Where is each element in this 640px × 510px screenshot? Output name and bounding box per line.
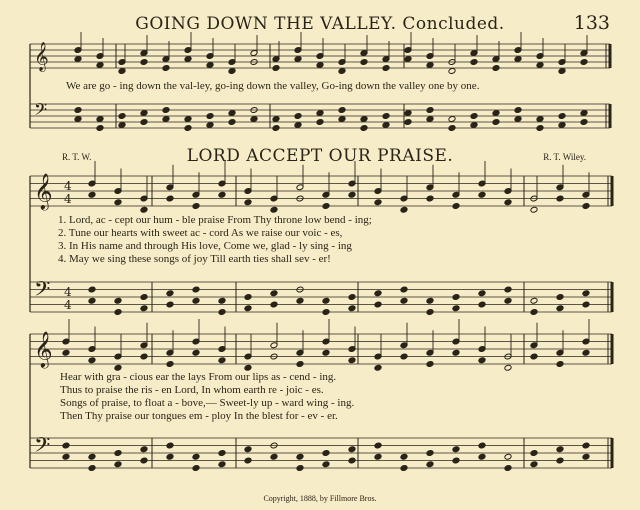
note-head [140,457,148,464]
note-head [118,122,126,129]
note-head [426,62,434,69]
note-head [192,286,200,293]
note-head [296,297,304,304]
note-head [322,461,330,468]
note-head [360,59,368,66]
note-head [348,305,356,312]
note-head [478,290,486,297]
note-head [322,309,330,316]
note-head [530,353,538,360]
note-head [478,357,486,364]
note-head [452,349,460,356]
note-head [88,357,96,364]
note-head [244,446,252,453]
note-head [556,457,564,464]
note-head [270,301,278,308]
note-head [62,349,70,356]
note-head [166,195,174,202]
note-head [582,301,590,308]
note-head [452,294,460,301]
treble-clef: 𝄞 [34,41,49,71]
note-head [162,65,170,72]
note-head [166,301,174,308]
note-head [218,191,226,198]
note-head [382,113,390,120]
note-head [348,357,356,364]
note-head [400,465,408,472]
note-head [556,305,564,312]
page-header-title: GOING DOWN THE VALLEY. Concluded. [135,14,505,34]
note-head [272,116,280,123]
note-head [536,116,544,123]
note-head [162,107,170,114]
note-head [514,56,522,63]
note-head [114,199,122,206]
note-head [338,116,346,123]
verse-line-1a: 1. Lord, ac - cept our hum - ble praise From Thy throne low bend - ing; [58,214,372,226]
verse-line-2a: 2. Tune our hearts with sweet ac - cord As we raise our voic - es, [58,227,343,239]
note-head [294,122,302,129]
note-head [166,442,174,449]
note-head [218,309,226,316]
note-head [228,110,236,117]
note-head [166,453,174,460]
note-head [504,286,512,293]
note-head [478,301,486,308]
note-head [206,113,214,120]
note-head [558,68,566,75]
note-head [88,453,96,460]
note-head [348,191,356,198]
note-head [492,65,500,72]
note-head [580,119,588,126]
note-head [360,125,368,132]
note-head [514,107,522,114]
note-head [96,125,104,132]
note-head [470,113,478,120]
note-head [114,450,122,457]
note-head [118,113,126,120]
copyright-notice: Copyright, 1888, by Fillmore Bros. [263,494,377,503]
note-head [582,442,590,449]
note-head [530,450,538,457]
note-head [322,349,330,356]
note-head [296,361,304,368]
note-head [244,457,252,464]
note-head [88,191,96,198]
note-head [580,110,588,117]
time-signature: 4 [64,192,72,206]
note-head [400,353,408,360]
note-head [448,116,456,123]
note-head [530,206,538,213]
note-head [374,199,382,206]
verse-line-4a: 4. May we sing these songs of joy Till earth ties shall sev - er! [58,253,331,265]
note-head [404,119,412,126]
note-head [96,62,104,69]
note-head [114,297,122,304]
page-number: 133 [573,12,610,34]
note-head [478,191,486,198]
note-head [74,116,82,123]
note-head [374,453,382,460]
note-head [536,125,544,132]
note-head [62,453,70,460]
note-head [492,119,500,126]
note-head [426,461,434,468]
note-head [400,453,408,460]
note-head [166,361,174,368]
note-head [316,62,324,69]
note-head [426,195,434,202]
note-head [470,122,478,129]
note-head [192,465,200,472]
note-head [556,446,564,453]
note-head [270,290,278,297]
note-head [118,68,126,75]
note-head [504,297,512,304]
time-signature: 4 [64,298,72,312]
note-head [582,203,590,210]
note-head [272,125,280,132]
note-head [294,113,302,120]
top-section-lyric: We are go - ing down the val-ley, go-ing down the valley, Go-ing down the valley one by one. [66,80,480,92]
note-head [504,364,512,371]
note-head [294,56,302,63]
note-head [374,442,382,449]
bass-clef: 𝄢 [34,277,51,307]
note-head [338,107,346,114]
note-head [228,68,236,75]
note-head [426,450,434,457]
note-head [478,453,486,460]
time-signature: 4 [64,179,72,193]
note-head [88,297,96,304]
note-head [322,450,330,457]
note-head [140,110,148,117]
note-head [140,119,148,126]
note-head [218,461,226,468]
note-head [448,125,456,132]
note-head [140,59,148,66]
note-head [270,206,278,213]
note-head [140,294,148,301]
note-head [184,56,192,63]
verse-line-2b: Thus to praise the ris - en Lord, In whom earth re - joic - es. [60,384,324,396]
note-head [452,305,460,312]
lyricist-credit: R. T. W. [62,152,92,162]
note-head [504,453,512,460]
note-head [218,297,226,304]
note-head [400,286,408,293]
note-head [374,364,382,371]
treble-clef: 𝄞 [34,331,53,368]
note-head [426,297,434,304]
note-head [296,465,304,472]
note-head [218,357,226,364]
note-head [192,453,200,460]
note-head [316,119,324,126]
note-head [206,62,214,69]
note-head [74,107,82,114]
bass-clef: 𝄢 [34,99,48,124]
treble-clef: 𝄞 [34,173,53,210]
note-head [272,65,280,72]
note-head [448,68,456,75]
note-head [88,465,96,472]
note-head [530,297,538,304]
note-head [426,116,434,123]
note-head [426,361,434,368]
note-head [514,116,522,123]
note-head [452,457,460,464]
note-head [382,122,390,129]
note-head [270,453,278,460]
note-head [470,59,478,66]
note-head [360,116,368,123]
time-signature: 4 [64,285,72,299]
note-head [114,309,122,316]
note-head [492,110,500,117]
note-head [74,56,82,63]
note-head [114,364,122,371]
note-head [426,309,434,316]
note-head [582,290,590,297]
note-head [382,65,390,72]
note-head [192,349,200,356]
note-head [140,446,148,453]
note-head [404,110,412,117]
note-head [140,305,148,312]
note-head [244,364,252,371]
note-head [556,361,564,368]
note-head [140,353,148,360]
note-head [400,297,408,304]
note-head [184,125,192,132]
note-head [348,457,356,464]
note-head [478,442,486,449]
note-head [556,195,564,202]
note-head [348,446,356,453]
note-head [504,199,512,206]
verse-line-4b: Then Thy praise our tongues em - ploy In the blest for - ev - er. [60,410,338,422]
note-head [206,122,214,129]
note-head [452,446,460,453]
composer-credit: R. T. Wiley. [543,152,586,162]
note-head [192,297,200,304]
note-head [580,59,588,66]
note-head [504,465,512,472]
note-head [88,286,96,293]
note-head [556,294,564,301]
note-head [166,290,174,297]
note-head [322,297,330,304]
note-head [558,113,566,120]
note-head [250,116,258,123]
note-head [404,56,412,63]
note-head [530,461,538,468]
bass-clef: 𝄢 [34,433,51,463]
note-head [218,450,226,457]
verse-line-3a: 3. In His name and through His love, Come we, glad - ly sing - ing [58,240,352,252]
hymn-title: LORD ACCEPT OUR PRAISE. [186,146,454,166]
note-head [316,110,324,117]
note-head [114,461,122,468]
note-head [348,294,356,301]
note-head [338,68,346,75]
note-head [452,203,460,210]
note-head [582,453,590,460]
note-head [192,203,200,210]
note-head [558,122,566,129]
note-head [244,305,252,312]
note-head [426,107,434,114]
note-head [140,206,148,213]
note-head [400,206,408,213]
note-head [162,116,170,123]
note-head [374,290,382,297]
note-head [184,116,192,123]
verse-line-3b: Songs of praise, to float a - bove,— Sweet-ly up - ward wing - ing. [60,397,355,409]
note-head [296,453,304,460]
note-head [322,203,330,210]
note-head [374,301,382,308]
note-head [62,442,70,449]
note-head [244,294,252,301]
note-head [96,116,104,123]
note-head [582,349,590,356]
verse-line-1b: Hear with gra - cious ear the lays From our lips as - cend - ing. [60,371,337,383]
note-head [228,119,236,126]
note-head [530,309,538,316]
note-head [536,62,544,69]
note-head [244,199,252,206]
